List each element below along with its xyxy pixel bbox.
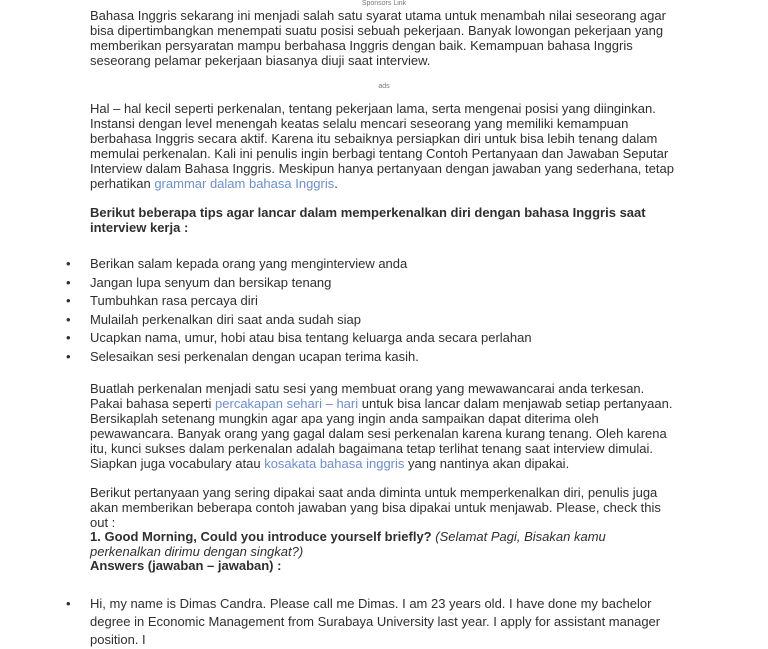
list-item-text: Tumbuhkan rasa percaya diri	[90, 293, 258, 308]
list-item-text: Ucapkan nama, umur, hobi atau bisa tentang keluarga anda secara perlahan	[90, 330, 532, 345]
intro-paragraph: Bahasa Inggris sekarang ini menjadi salah satu syarat utama untuk menambah nilai seseorang agar bisa dipertimbangkan menempati suatu posisi sebuah pekerjaan. Banyak lowongan pekerjaan yang memberikan persyaratan mampu berbahasa Inggris dengan baik. Kemampuan bahasa Inggris seseorang pelamar pekerjaan biasanya diuji saat interview.	[90, 8, 666, 68]
paragraph-2-end: .	[334, 176, 338, 191]
bullet-icon: •	[66, 256, 71, 271]
paragraph-3-part2: untuk bisa lancar dalam menjawab setiap pertanyaan. Bersikaplah setenang mungkin agar apa yang ingin anda sampaikan dapat diterima oleh pewawancara. Banyak orang yang gagal dalam sesi perkenalan karena kurang tenang. Oleh karena itu, kunci sukses dalam perkenalan adalah bagaimana tetap terlihat tenang saat interview dimulai. Siapkan juga vocabulary atau	[90, 396, 673, 471]
grammar-link[interactable]: grammar dalam bahasa Inggris	[154, 176, 335, 191]
percakapan-link[interactable]: percakapan sehari – hari	[215, 396, 359, 411]
paragraph-2	[90, 101, 680, 191]
list-item	[0, 292, 532, 311]
answers-label: Answers (jawaban – jawaban) :	[90, 558, 282, 573]
question-1-english: 1. Good Morning, Could you introduce yourself briefly?	[90, 529, 432, 544]
list-item-text: Jangan lupa senyum dan bersikap tenang	[90, 274, 332, 290]
bullet-icon: •	[66, 274, 71, 290]
list-item	[0, 329, 532, 348]
question-1	[90, 529, 680, 559]
question-1-translation: (Selamat Pagi, Bisakan kamu perkenalkan dirimu dengan singkat?)	[90, 529, 606, 559]
list-item-text: Berikan salam kepada orang yang menginterview anda	[90, 256, 408, 271]
paragraph-4: Berikut pertanyaan yang sering dipakai saat anda diminta untuk memperkenalkan diri, penulis juga akan memberikan beberapa contoh jawaban yang bisa dipakai untuk menjawab. Please, check this out :	[90, 485, 661, 530]
paragraph-2-text: Hal – hal kecil seperti perkenalan, tentang pekerjaan lama, serta mengenai posisi yang diinginkan. Instansi dengan level menengah keatas selalu mencari seseorang yang memiliki kemampuan berbahasa Inggris secara aktif. Karena itu sebaiknya persiapkan diri untuk bisa lebih tenang dalam memulai perkenalan. Kali ini penulis ingin berbagi tentang Contoh Pertanyaan dan Jawaban Seputar Interview dalam Bahasa Inggris. Meskipun hanya pertanyaan dengan jawaban yang sederhana, tetap perhatikan	[90, 101, 674, 191]
paragraph-3	[90, 381, 680, 471]
bullet-icon: •	[66, 596, 71, 611]
tips-heading: Berikut beberapa tips agar lancar dalam memperkenalkan diri dengan bahasa Inggris saat interview kerja :	[90, 205, 646, 235]
ads-label: ads	[378, 83, 390, 90]
paragraph-3-part1: Buatlah perkenalan menjadi satu sesi yang membuat orang yang mewawancarai anda terkesan. Pakai bahasa seperti	[90, 381, 645, 411]
paragraph-3-part3: yang nantinya akan dipakai.	[404, 456, 570, 471]
bullet-icon: •	[66, 311, 71, 327]
list-item	[0, 255, 532, 274]
sponsors-link-label: Sponsors Link	[361, 0, 407, 7]
bullet-icon: •	[66, 293, 71, 308]
bullet-icon: •	[66, 348, 71, 364]
kosakata-link[interactable]: kosakata bahasa inggris	[264, 456, 405, 471]
list-item	[0, 311, 532, 330]
bullet-icon: •	[66, 330, 71, 345]
list-item-text: Mulailah perkenalkan diri saat anda sudah siap	[90, 311, 362, 327]
tips-list	[0, 255, 532, 366]
answer-1-text: Hi, my name is Dimas Candra. Please call me Dimas. I am 23 years old. I have done my bachelor degree in Economic Management from Surabaya University last year. I apply for assistant manager position. I	[90, 596, 661, 647]
list-item-text: Selesaikan sesi perkenalan dengan ucapan terima kasih.	[90, 348, 419, 364]
list-item	[0, 274, 532, 293]
list-item	[0, 348, 532, 367]
